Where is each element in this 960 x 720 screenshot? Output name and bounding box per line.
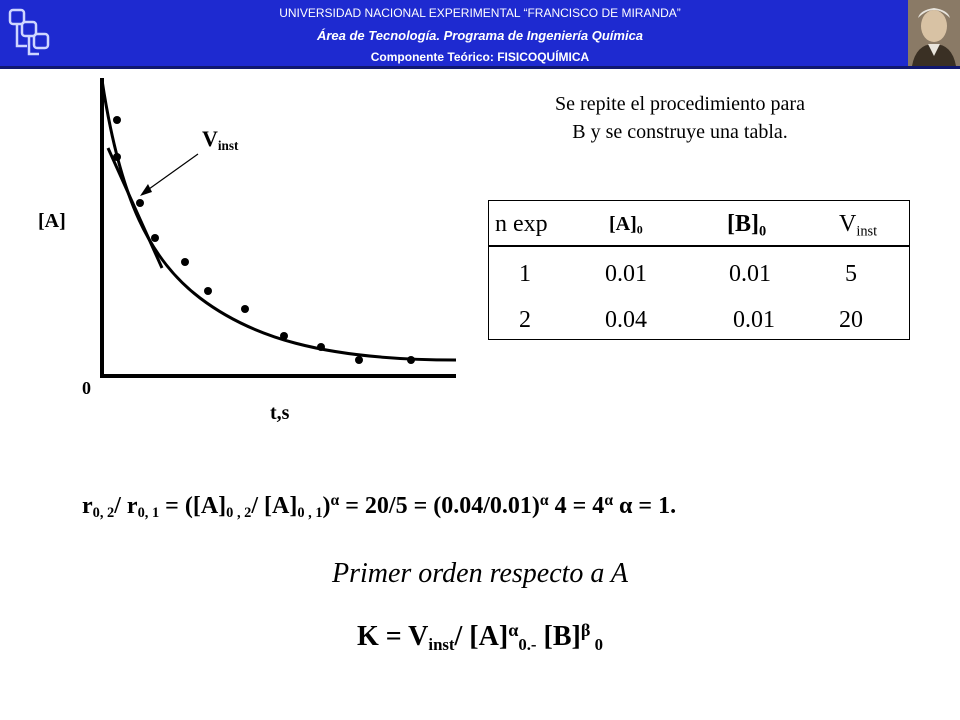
y-axis-label: [A] [38,210,66,232]
data-point [151,234,159,242]
tangent-line [108,148,162,268]
header-rule [0,66,960,69]
table-cell: 0.01 [729,261,771,287]
data-point [181,258,189,266]
header-rule [489,245,909,247]
data-point [407,356,415,364]
university-name: UNIVERSIDAD NACIONAL EXPERIMENTAL “FRANCISCO DE MIRANDA” [279,6,681,20]
data-point [241,305,249,313]
data-point [113,116,121,124]
rate-constant-equation: $K = V_{inst}/$ $[A]^\alpha_{0.-}$ $[B]^\beta$ $_0$ [356,620,604,655]
concentration-time-graph [0,70,470,430]
data-point [280,332,288,340]
intro-text [480,90,880,146]
data-point [113,153,121,161]
data-point [355,356,363,364]
header-b0: $[B]_0$ [727,211,767,240]
tangent-label: $V_{inst}$ [202,126,239,153]
header-a0: $[A]_0$ [609,213,643,237]
table-cell: 0.01 [733,307,775,333]
rate-ratio-equation: $r_{0, 2}/$ $r_{0, 1} = ([A]_0$ $_{, 2}$/ $[A]_0$ $_{, 1})^\alpha = 20/5 = (0.04/0.01)^\alpha$ $4 = 4^\alpha$ α = 1. [82,492,677,522]
header-nexp: n exp [495,211,548,237]
data-points [113,116,415,364]
tangent-arrow [142,154,198,194]
intro-line-1: Se repite el procedimiento para [555,93,805,115]
data-point [204,287,212,295]
data-point [136,199,144,207]
table-cell: 0.01 [605,261,647,287]
portrait-image [908,0,960,66]
table-cell: 1 [519,261,531,287]
table-cell: 0.04 [605,307,647,333]
component-name: Componente Teórico: FISICOQUÍMICA [370,50,590,64]
table-cell: 20 [839,307,863,333]
data-point [317,343,325,351]
x-axis-label: t,s [270,402,290,424]
header-vinst: $V_{inst}$ [839,211,878,240]
arrow-head-icon [140,184,152,196]
table-cell: 5 [845,261,857,287]
decay-curve [102,80,456,360]
header-banner [0,0,960,66]
order-conclusion: Primer orden respecto a A [331,558,629,589]
intro-line-2: B y se construye una tabla. [572,121,788,143]
data-table [488,200,910,340]
area-name: Área de Tecnología. Programa de Ingeniería Química [316,28,644,43]
origin-label: 0 [82,378,91,398]
table-cell: 2 [519,307,531,333]
